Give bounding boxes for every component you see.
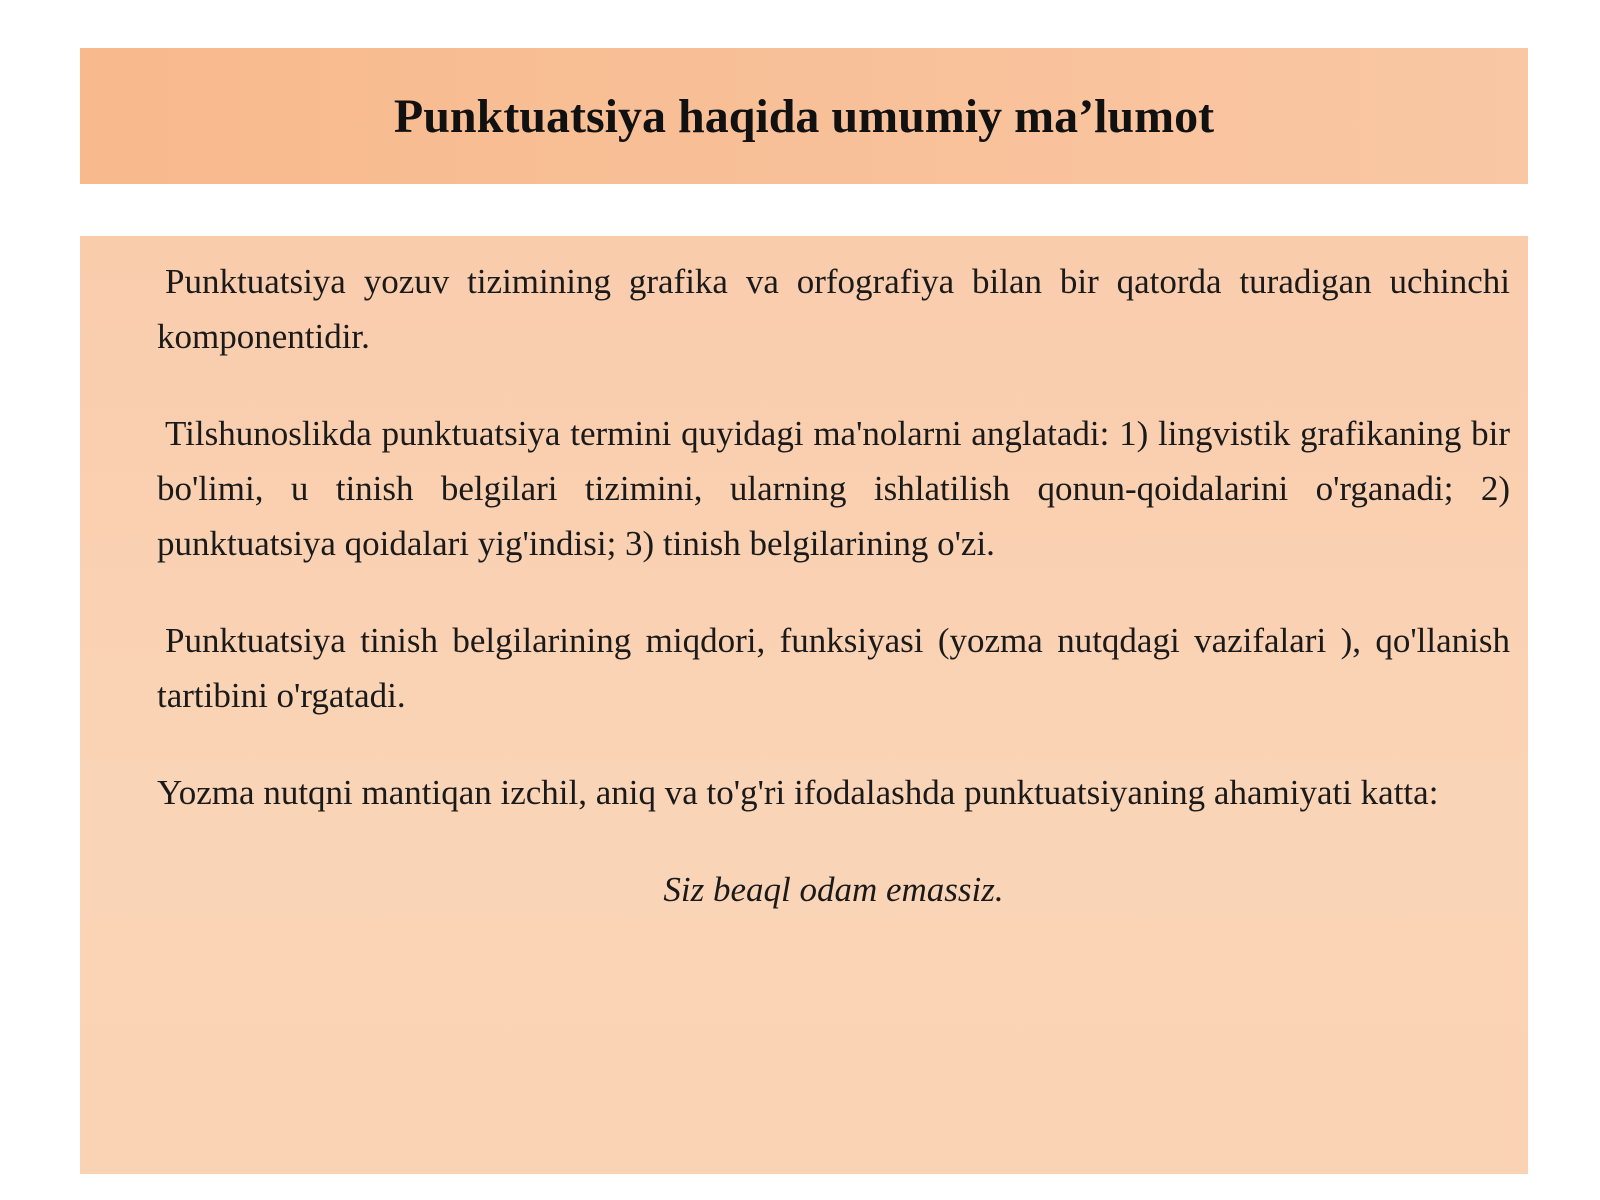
slide-title: Punktuatsiya haqida umumiy ma’lumot: [393, 89, 1215, 143]
title-bar: [80, 48, 1528, 184]
paragraph-definition: Punktuatsiya yozuv tizimining grafika va orfografiya bilan bir qatorda turadigan uchinchi komponentidir.: [157, 262, 1510, 356]
content-box: [80, 236, 1528, 1174]
example-sentence: Siz beaql odam emassiz.: [663, 870, 1004, 909]
paragraph-importance: Yozma nutqni mantiqan izchil, aniq va to'g'ri ifodalashda punktuatsiyaning ahamiyati katta:: [157, 773, 1439, 812]
paragraph-term-meanings: Tilshunoslikda punktuatsiya termini quyidagi ma'nolarni anglatadi: 1) lingvistik grafikaning bir bo'limi, u tinish belgilari tizimini, ularning ishlatilish qonun-qoidalarini o'rganadi; 2) punktuatsiya qoidalari yig'indisi; 3) tinish belgilarining o'zi.: [157, 414, 1510, 563]
paragraph-purpose: Punktuatsiya tinish belgilarining miqdori, funksiyasi (yozma nutqdagi vazifalari ), qo'llanish tartibini o'rgatadi.: [157, 621, 1510, 715]
